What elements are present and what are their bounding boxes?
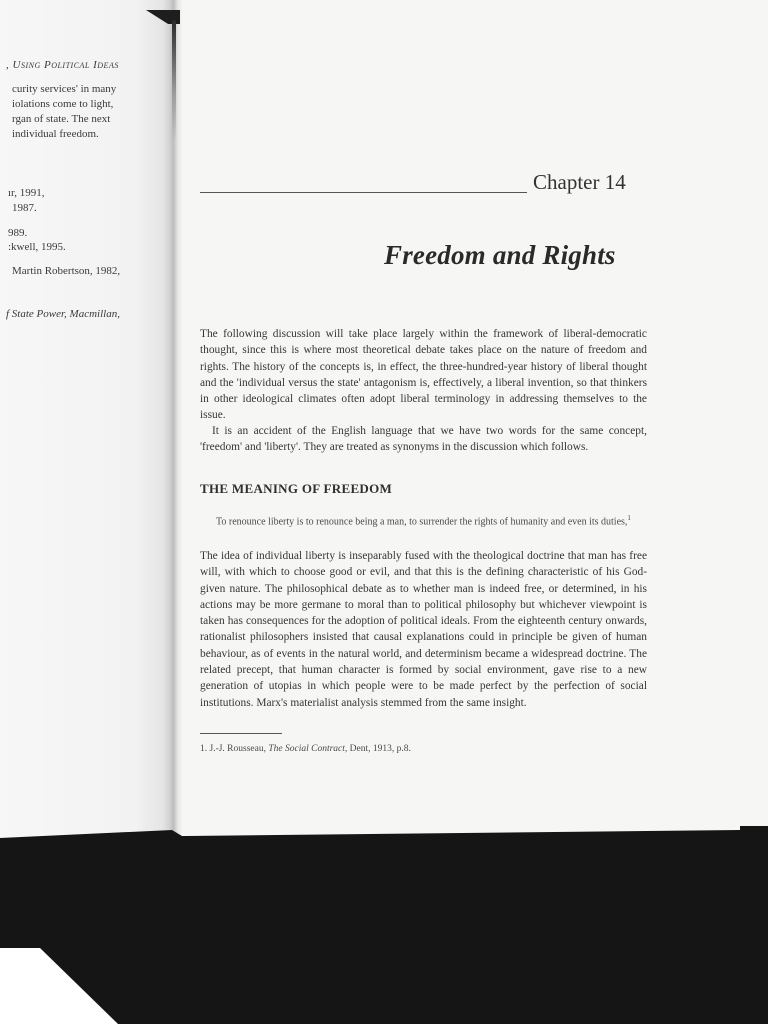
scan-background-shadow bbox=[740, 826, 768, 836]
left-running-head: , Using Political Ideas bbox=[6, 59, 119, 71]
left-ref: :kwell, 1995. bbox=[8, 241, 66, 253]
footnote bbox=[200, 743, 411, 755]
footnote-rule bbox=[200, 733, 282, 734]
left-line: rgan of state. The next bbox=[12, 113, 111, 125]
scan-background-shadow bbox=[0, 830, 768, 1024]
epigraph bbox=[216, 511, 642, 529]
footnote-rest: Dent, 1913, p.8. bbox=[349, 744, 411, 754]
left-line: curity services' in many bbox=[12, 83, 117, 95]
gutter-shadow-line bbox=[172, 20, 176, 140]
chapter-label: Chapter 14 bbox=[533, 170, 626, 194]
left-line: individual freedom. bbox=[12, 128, 99, 140]
left-line: iolations come to light, bbox=[12, 98, 114, 110]
footnote-author: J.-J. Rousseau, bbox=[209, 744, 266, 754]
footnote-number: 1. bbox=[200, 744, 208, 754]
body-paragraph: It is an accident of the English language that we have two words for the same concept, 'freedom' and 'liberty'. They are treated as synonyms in the discussion which follows. bbox=[200, 425, 647, 454]
section-heading: THE MEANING OF FREEDOM bbox=[200, 481, 393, 496]
chapter-title: Freedom and Rights bbox=[384, 240, 616, 270]
left-ref: ır, 1991, bbox=[8, 187, 45, 199]
left-ref: 989. bbox=[8, 227, 28, 239]
left-ref: Martin Robertson, 1982, bbox=[12, 265, 121, 277]
epigraph-note-mark: 1 bbox=[627, 514, 631, 522]
epigraph-text: To renounce liberty is to renounce being a man, to surrender the rights of humanity and even its duties, bbox=[216, 516, 628, 528]
left-page bbox=[0, 0, 170, 850]
body-paragraph: The following discussion will take place largely within the framework of liberal-democratic thought, since this is where most theoretical debate takes place on the nature of freedom and rights. The history of the concepts is, in effect, the three-hundred-year history of liberal thought and the 'individual versus the state' antagonism is, effectively, a liberal invention, so that thinkers in other ideological climates often adopt liberal terminology in addressing themselves to the issue. bbox=[200, 328, 647, 422]
chapter-rule bbox=[200, 192, 527, 193]
left-ref: f State Power, Macmillan, bbox=[6, 308, 120, 320]
left-ref: 1987. bbox=[12, 202, 37, 214]
footnote-title: The Social Contract, bbox=[268, 744, 348, 754]
body-paragraph: The idea of individual liberty is inseparably fused with the theological doctrine that man has free will, with which to choose good or evil, and that this is the defining characteristic of his God-given nature. The philosophical debate as to whether man is indeed free, or determined, in his actions may be more germane to moral than to political philosophy but whichever viewpoint is taken has consequences for the adoption of political ideals. From the eighteenth century onwards, rationalist philosophers insisted that causal explanations could in principle be given of human behaviour, as of events in the natural world, and determinism became a widespread doctrine. The related precept, that human character is formed by social environment, gave rise to a new generation of utopias in which people were to be made perfect by the perfection of social institutions. Marx's materialist analysis stemmed from the same insight. bbox=[200, 550, 647, 709]
